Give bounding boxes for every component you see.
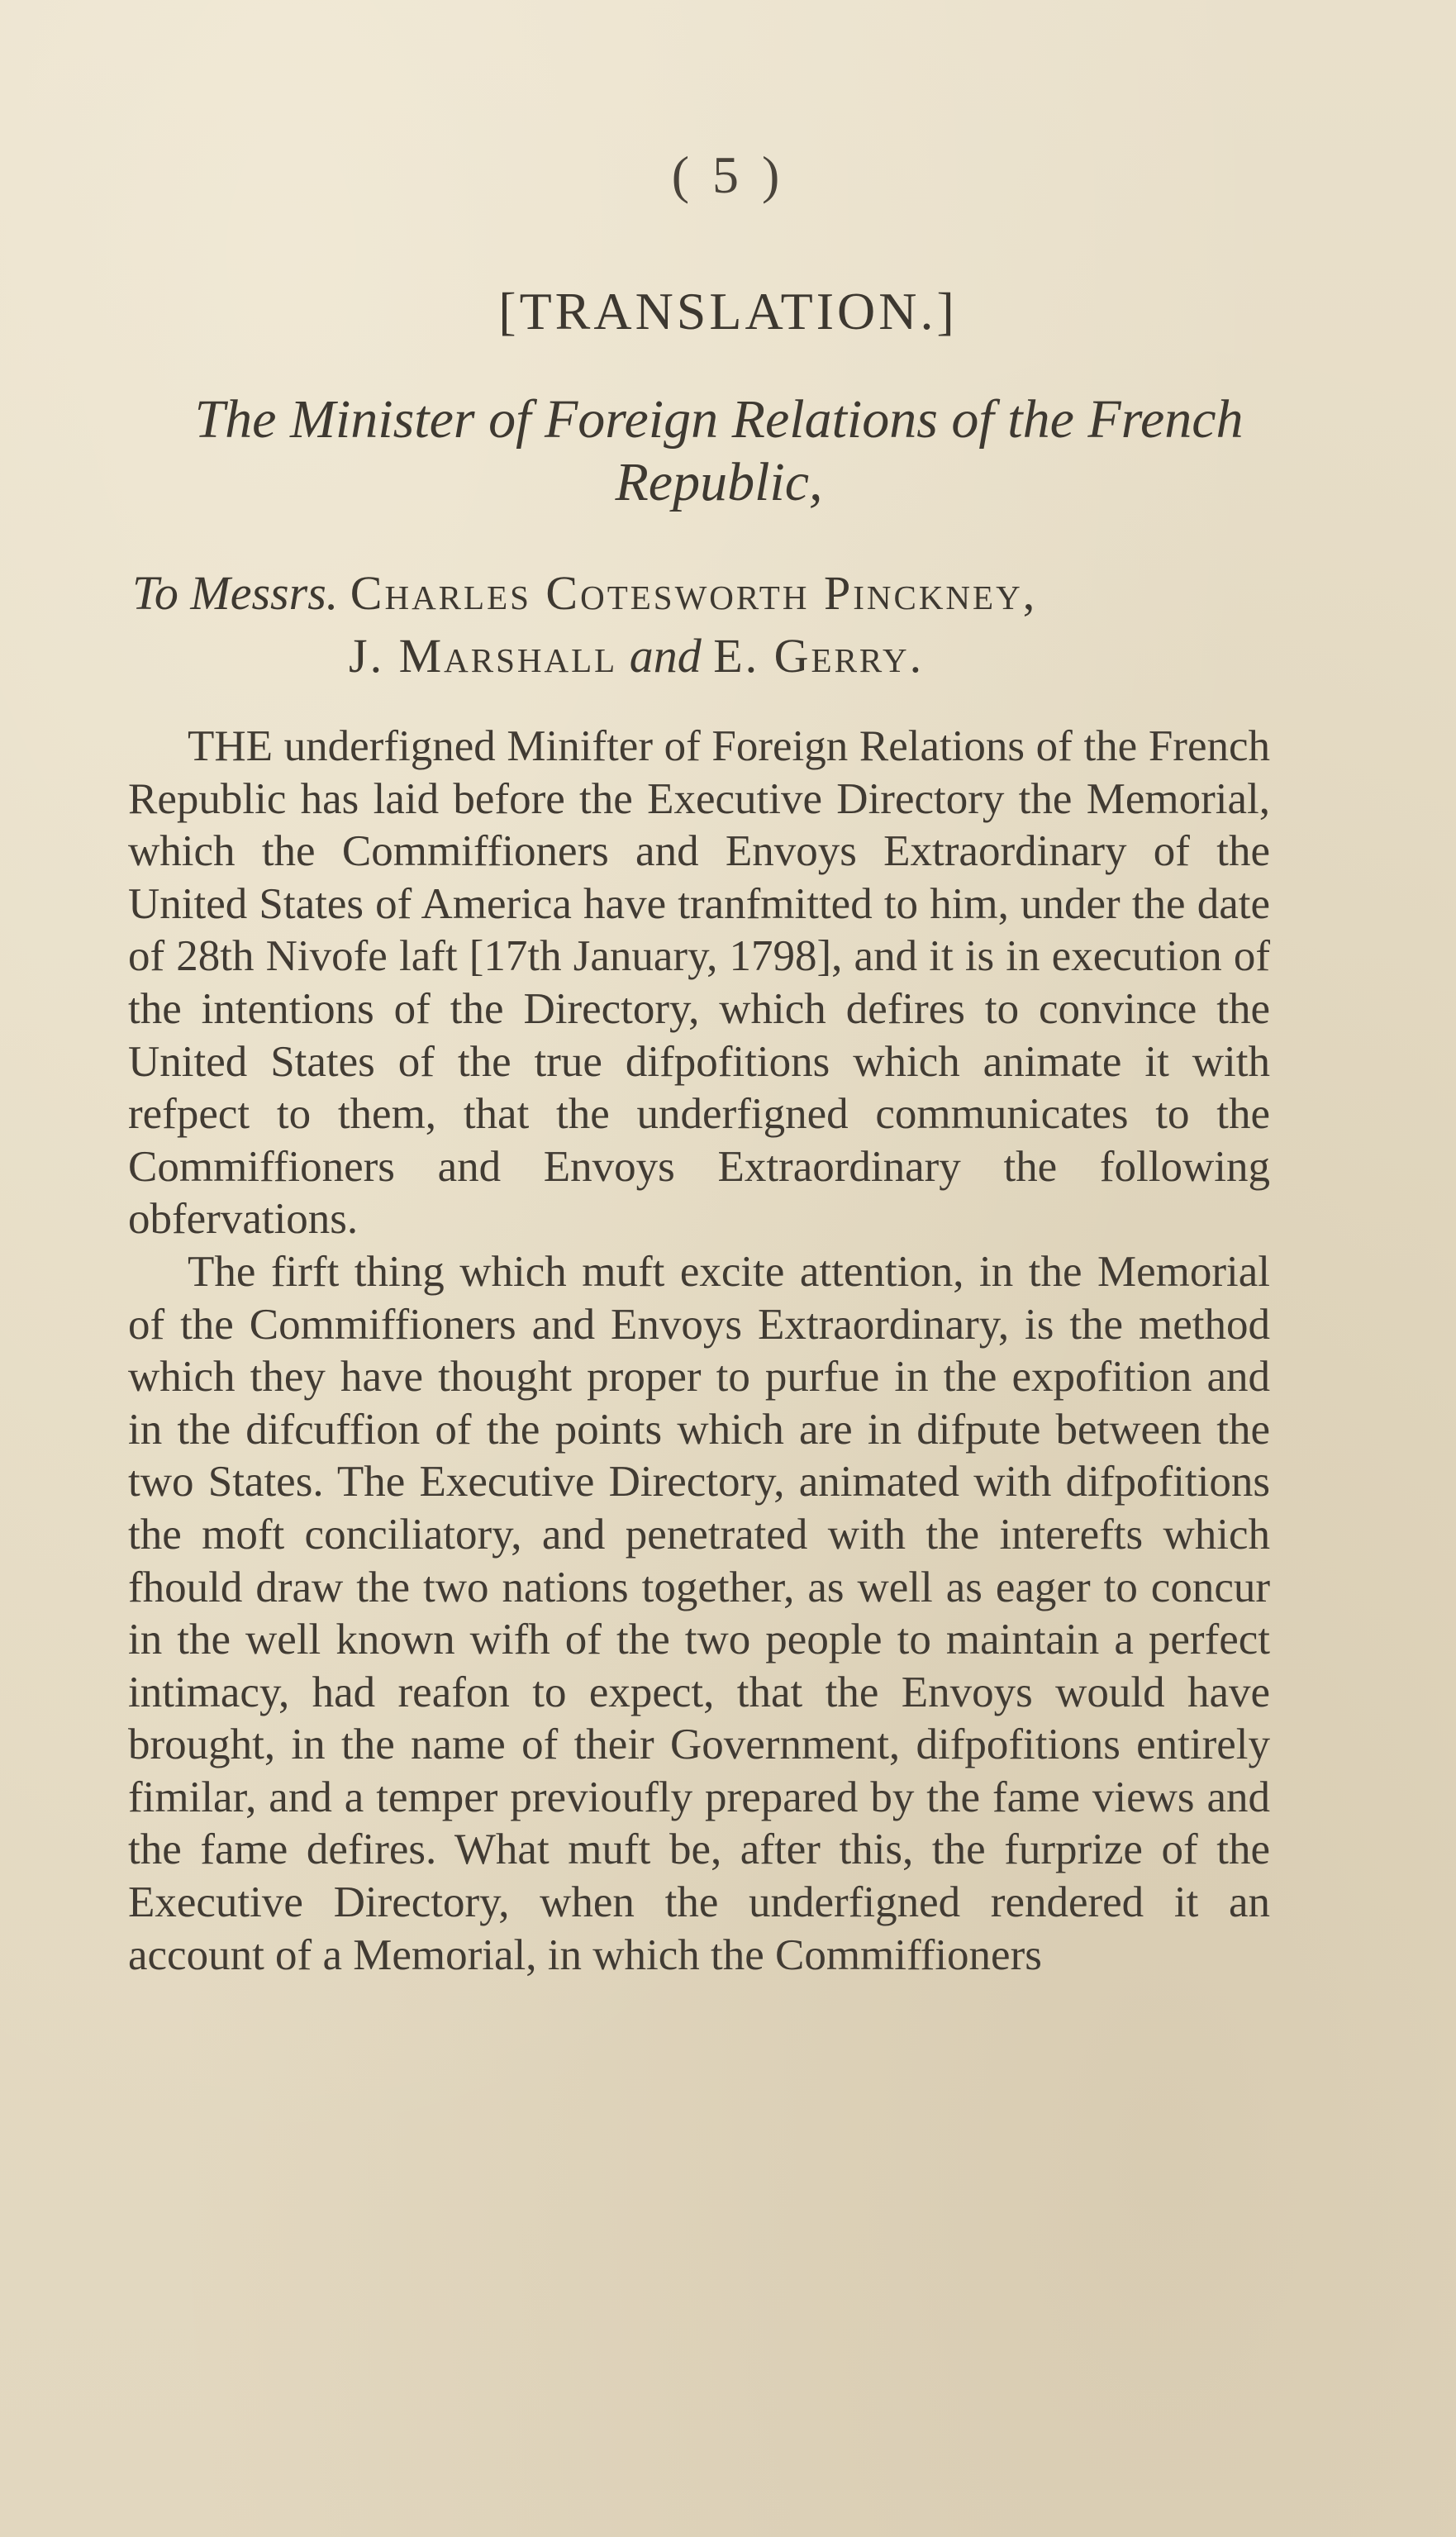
address-conjunction: and <box>629 629 702 683</box>
page-number: ( 5 ) <box>671 145 785 204</box>
envoy-name: Charles Cotesworth Pinckney, <box>350 566 1038 620</box>
address-prefix: To Messrs. <box>132 566 339 620</box>
envoy-name: E. Gerry. <box>713 629 925 683</box>
envoy-name: J. Marshall <box>349 629 618 683</box>
document-title: The Minister of Foreign Relations of the French Republic, <box>194 389 1244 512</box>
document-heading: [TRANSLATION.] <box>498 282 958 340</box>
body-text <box>128 721 1270 1982</box>
paragraph: The firft thing which muft excite attention, in the Memorial of the Commiffioners and Envoys Extraordinary, is the method which they have thought proper to purfue in the expofition and in the difcuffion of the points which are in difpute between the two States. The Executive Directory, animated with difpofitions the moft conciliatory, and penetrated with the interefts which fhould draw the two nations together, as well as eager to concur in the well known wifh of the two people to maintain a perfect intimacy, had reafon to expect, that the Envoys would have brought, in the name of their Government, difpofitions entirely fimilar, and a temper previoufly prepared by the fame views and the fame defires. What muft be, after this, the furprize of the Executive Directory, when the underfigned rendered it an account of a Memorial, in which the Commiffioners <box>128 1247 1270 1979</box>
paragraph: THE underfigned Minifter of Foreign Relations of the French Republic has laid before the Executive Directory the Memorial, which the Commiffioners and Envoys Extraordinary of the United States of America have tranfmitted to him, under the date of 28th Nivofe laft [17th January, 1798], and it is in execution of the intentions of the Directory, which defires to convince the United States of the true difpofitions which animate it with refpect to them, that the underfigned communicates to the Commiffioners and Envoys Extraordinary the following obfervations. <box>128 722 1270 1244</box>
address-line <box>132 562 1322 688</box>
